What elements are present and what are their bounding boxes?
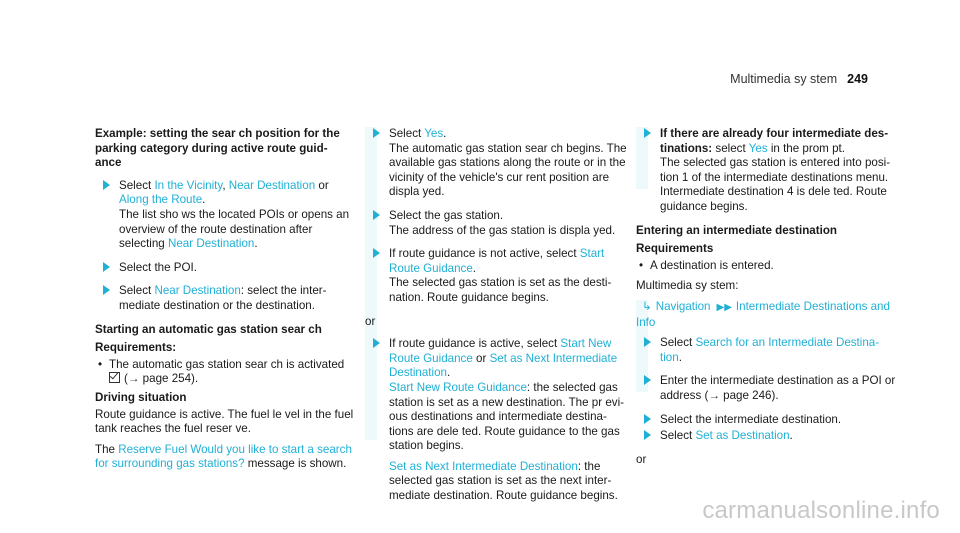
menu-link[interactable]: Yes <box>424 127 444 140</box>
section-title: Multimedia sy stem <box>730 72 838 86</box>
menu-link[interactable]: In the Vicinity <box>154 178 223 192</box>
step-arrow-icon <box>103 262 110 272</box>
watermark: carmanualsonline.info <box>702 497 940 524</box>
step-arrow-icon <box>103 180 110 190</box>
subheading: Starting an automatic gas station sear ch <box>95 322 322 336</box>
step: If there are already four intermediate des‐ tinations: select Yes in the prom pt. The selected gas station is entered into posi‐ tion 1 of the intermediate destinations menu. Intermediate destination 4 is dele ted. Route guidance begins. <box>636 127 898 215</box>
navigation-icon: ↳ <box>642 299 652 313</box>
menu-link[interactable]: Along the Route <box>119 193 203 207</box>
requirements-label: Requirements: <box>95 341 177 355</box>
column-2 <box>365 127 627 513</box>
driving-situation-text: Route guidance is active. The fuel le vel in the fuel tank reaches the fuel reser ve. <box>95 407 354 436</box>
column-3 <box>636 127 898 475</box>
or-text: or <box>365 314 376 328</box>
driving-situation-label: Driving situation <box>95 390 187 404</box>
menu-link[interactable]: Start New Route Guidance <box>389 337 612 365</box>
menu-link[interactable]: Set as Destination <box>695 429 790 443</box>
step: Select Search for an Intermediate Destina‐ tion. <box>636 336 898 365</box>
step-arrow-icon <box>373 248 380 258</box>
step-arrow-icon <box>644 414 651 424</box>
step-arrow-icon <box>103 285 110 295</box>
menu-link[interactable]: Near Destination <box>167 237 255 251</box>
multimedia-label: Multimedia sy stem: <box>636 279 739 293</box>
step: If route guidance is not active, select Start Route Guidance. The selected gas station is set as the desti‐ nation. Route guidance begins. <box>365 247 627 305</box>
menu-link[interactable]: Start Route Guidance <box>389 247 605 275</box>
step: Enter the intermediate destination as a POI or address (→ page 246). <box>636 374 898 403</box>
step-arrow-icon <box>644 337 651 347</box>
step-arrow-icon <box>644 375 651 385</box>
step: Select the intermediate destination. <box>636 413 898 428</box>
step-arrow-icon <box>373 128 380 138</box>
menu-link[interactable]: Near Destination <box>228 178 316 192</box>
step-arrow-icon <box>373 338 380 348</box>
page-header <box>730 72 868 86</box>
step: Select Near Destination: select the inter‐ mediate destination or the destination. <box>95 284 357 313</box>
subheading: Entering an intermediate destination <box>636 223 837 237</box>
example-heading: Example: setting the sear ch position for the parking category during active route guid‐ ance <box>95 127 340 170</box>
requirement-item: • The automatic gas station sear ch is activated (→ page 254). <box>95 358 357 387</box>
step: Select the POI. <box>95 261 357 276</box>
step-arrow-icon <box>644 430 651 440</box>
menu-link[interactable]: Search for an Intermediate Destina‐ tion <box>660 336 880 364</box>
menu-link[interactable]: Intermediate Destinations and Info <box>636 299 890 329</box>
menu-link[interactable]: Start New Route Guidance <box>389 380 527 394</box>
step: Select Set as Destination. <box>636 429 898 444</box>
menu-link[interactable]: Set as Next Intermediate Destination <box>389 459 578 473</box>
double-chevron-icon: ▶▶ <box>716 301 732 313</box>
or-text: or <box>636 452 647 466</box>
requirements-label: Requirements <box>636 242 714 256</box>
menu-link[interactable]: Near Destination <box>154 284 241 298</box>
requirement-item: • A destination is entered. <box>636 259 898 274</box>
menu-link[interactable]: Set as Next Intermediate Destination <box>389 351 618 380</box>
page-number: 249 <box>847 72 868 86</box>
step-arrow-icon <box>644 128 651 138</box>
column-1 <box>95 127 357 478</box>
menu-path <box>636 300 898 330</box>
step: Select In the Vicinity, Near Destination or Along the Route. The list sho ws the located POIs or opens an overview of the route destination after selecting Near Destination. <box>95 179 357 252</box>
message-text: The Reserve Fuel Would you like to start a search for surrounding gas stations? message is shown. <box>95 442 352 471</box>
step: Select Yes. The automatic gas station sear ch begins. The available gas stations along the route or in the vicinity of the vehicle's cur rent position are displa yed. <box>365 127 627 200</box>
step: If route guidance is active, select Start New Route Guidance or Set as Next Intermediate Destination. Start New Route Guidance: the selected gas station is set as a new destination. The pr evi‐ ous destinations and intermediate destina‐ tions are dele ted. Route guidance to the gas station begins. Set as Next Intermediate Destination: the selected gas station is set as the next inter‐ mediate destination. Route guidance begins. <box>365 337 627 504</box>
menu-link[interactable]: Yes <box>748 141 768 155</box>
step-arrow-icon <box>373 210 380 220</box>
menu-link[interactable]: Navigation <box>655 299 711 313</box>
message-link: Reserve Fuel Would you like to start a search for surrounding gas stations? <box>95 442 352 471</box>
step: Select the gas station. The address of the gas station is displa yed. <box>365 209 627 238</box>
checkbox-icon <box>109 372 120 383</box>
